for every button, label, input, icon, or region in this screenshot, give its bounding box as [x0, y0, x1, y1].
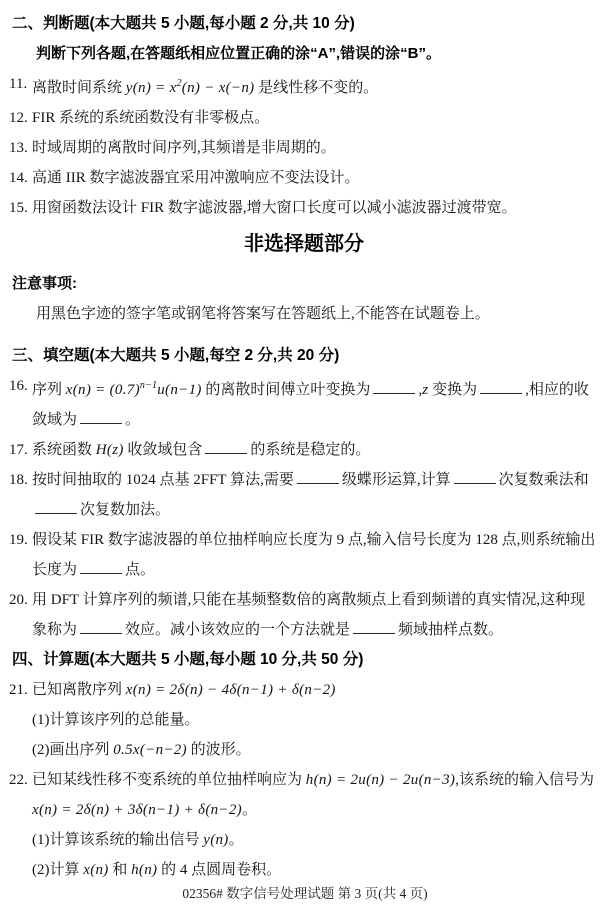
- notice-body: 用黑色字迹的签字笔或钢笔将答案写在答题纸上,不能答在试题卷上。: [36, 306, 490, 322]
- question-text: 按时间抽取的 1024 点基 2FFT 算法,需要: [32, 472, 294, 488]
- sub-question: [12, 735, 596, 765]
- question-number: 16.: [9, 378, 28, 394]
- question-item: [9, 193, 596, 223]
- question-text: (1)计算该系统的输出信号: [32, 832, 204, 848]
- question-text: 。: [228, 832, 244, 848]
- question-item: [9, 371, 596, 435]
- question-item: [9, 465, 596, 525]
- question-text: (2)画出序列: [32, 742, 114, 758]
- math-expression: x(n): [83, 862, 109, 878]
- question-text: 收敛域包含: [123, 442, 203, 458]
- fill-in-blank: [80, 560, 122, 574]
- question-text: 次复数乘法和: [498, 472, 589, 488]
- math-expression: x(n) = (0.7): [65, 382, 140, 398]
- sub-question: [12, 705, 596, 735]
- question-text: FIR 系统的系统函数没有非零极点。: [32, 110, 270, 126]
- math-expression: (n) − x(−n): [181, 80, 255, 96]
- question-text: 离散时间系统: [32, 80, 126, 96]
- question-item: [9, 103, 596, 133]
- question-text: ,该系统的输入信号为: [455, 772, 594, 788]
- question-item: [9, 675, 596, 705]
- question-text: ,: [418, 382, 423, 398]
- question-text: 变换为: [428, 382, 478, 398]
- page-footer: 02356# 数字信号处理试题 第 3 页(共 4 页): [182, 886, 428, 901]
- fill-in-blank: [454, 470, 496, 484]
- notice-title: 注意事项:: [12, 275, 77, 292]
- question-item: [9, 585, 596, 645]
- fill-blank-question-list: [9, 371, 596, 645]
- question-text: 频域抽样点数。: [398, 622, 504, 638]
- math-expression: h(n): [131, 862, 158, 878]
- fill-in-blank: [35, 500, 77, 514]
- math-expression: y(n) = x: [125, 80, 177, 96]
- math-expression: x(n) = 2δ(n) − 4δ(n−1) + δ(n−2): [125, 682, 336, 698]
- math-superscript: n−1: [139, 380, 158, 391]
- math-expression: 0.5x(−n−2): [113, 742, 187, 758]
- fill-in-blank: [80, 410, 122, 424]
- question-text: 系统函数: [32, 442, 96, 458]
- question-number: 13.: [9, 140, 28, 156]
- question-text: 级蝶形运算,计算: [341, 472, 451, 488]
- fill-blank-section: [9, 341, 596, 645]
- question-number: 22.: [9, 772, 28, 788]
- question-text: 。: [241, 802, 257, 818]
- fill-in-blank: [297, 470, 339, 484]
- question-number: 20.: [9, 592, 28, 608]
- question-text: 已知离散序列: [32, 682, 126, 698]
- question-text: 序列: [32, 382, 66, 398]
- question-item: [9, 133, 596, 163]
- question-item: [9, 69, 596, 103]
- question-text: 的波形。: [186, 742, 251, 758]
- question-text: 时域周期的离散时间序列,其频谱是非周期的。: [32, 140, 336, 156]
- math-expression: H(z): [95, 442, 124, 458]
- calculation-section: [9, 645, 596, 885]
- question-number: 15.: [9, 200, 28, 216]
- question-text: 用 DFT 计算序列的频谱,只能在基频整数倍的离散频点上看到频谱的真实情况,这种现象称为: [32, 592, 586, 638]
- question-text: 。: [125, 412, 141, 428]
- calculation-question-list: [9, 675, 596, 885]
- sub-question: [12, 855, 596, 885]
- question-text: 高通 IIR 数字滤波器宜采用冲激响应不变法设计。: [32, 170, 360, 186]
- fill-blank-section-heading: 三、填空题(本大题共 5 小题,每空 2 分,共 20 分): [12, 347, 340, 364]
- question-text: 用窗函数法设计 FIR 数字滤波器,增大窗口长度可以减小滤波器过渡带宽。: [32, 200, 517, 216]
- non-choice-section: [12, 227, 596, 329]
- math-expression: x(n) = 2δ(n) + 3δ(n−1) + δ(n−2): [32, 802, 242, 818]
- judgment-question-list: [9, 69, 596, 223]
- fill-in-blank: [80, 620, 122, 634]
- question-number: 18.: [9, 472, 28, 488]
- math-expression: h(n) = 2u(n) − 2u(n−3): [305, 772, 456, 788]
- question-text: 效应。减小该效应的一个方法就是: [125, 622, 351, 638]
- math-superscript: 2: [176, 78, 182, 89]
- question-text: 的离散时间傅立叶变换为: [201, 382, 371, 398]
- math-expression: y(n): [203, 832, 229, 848]
- question-item: [9, 163, 596, 193]
- fill-in-blank: [480, 380, 522, 394]
- question-item: [9, 765, 596, 825]
- question-number: 21.: [9, 682, 28, 698]
- calculation-section-heading: 四、计算题(本大题共 5 小题,每小题 10 分,共 50 分): [12, 651, 364, 668]
- question-item: [9, 525, 596, 585]
- question-number: 14.: [9, 170, 28, 186]
- math-expression: z: [422, 382, 429, 398]
- fill-in-blank: [353, 620, 395, 634]
- question-text: 是线性移不变的。: [254, 80, 379, 96]
- question-number: 19.: [9, 532, 28, 548]
- question-text: (2)计算: [32, 862, 84, 878]
- question-text: 和: [108, 862, 132, 878]
- question-text: 次复数加法。: [80, 502, 171, 518]
- math-expression: u(n−1): [157, 382, 202, 398]
- question-text: (1)计算该序列的总能量。: [32, 712, 200, 728]
- question-number: 11.: [9, 76, 28, 92]
- question-text: 假设某 FIR 数字滤波器的单位抽样响应长度为 9 点,输入信号长度为 128 点,则系统输出长度为: [32, 532, 596, 578]
- question-text: ,相应的收敛域为: [32, 382, 589, 428]
- fill-in-blank: [373, 380, 415, 394]
- question-text: 的系统是稳定的。: [250, 442, 371, 458]
- sub-question: [12, 825, 596, 855]
- question-item: [9, 435, 596, 465]
- judgment-section-heading: 二、判断题(本大题共 5 小题,每小题 2 分,共 10 分): [12, 15, 355, 32]
- question-number: 17.: [9, 442, 28, 458]
- question-number: 12.: [9, 110, 28, 126]
- question-text: 已知某线性移不变系统的单位抽样响应为: [32, 772, 306, 788]
- fill-in-blank: [205, 440, 247, 454]
- question-text: 点。: [125, 562, 156, 578]
- judgment-instruction: 判断下列各题,在答题纸相应位置正确的涂“A”,错误的涂“B”。: [36, 45, 442, 62]
- question-text: 的 4 点圆周卷积。: [157, 862, 282, 878]
- non-choice-part-title: 非选择题部分: [244, 233, 364, 255]
- judgment-section: [9, 9, 596, 223]
